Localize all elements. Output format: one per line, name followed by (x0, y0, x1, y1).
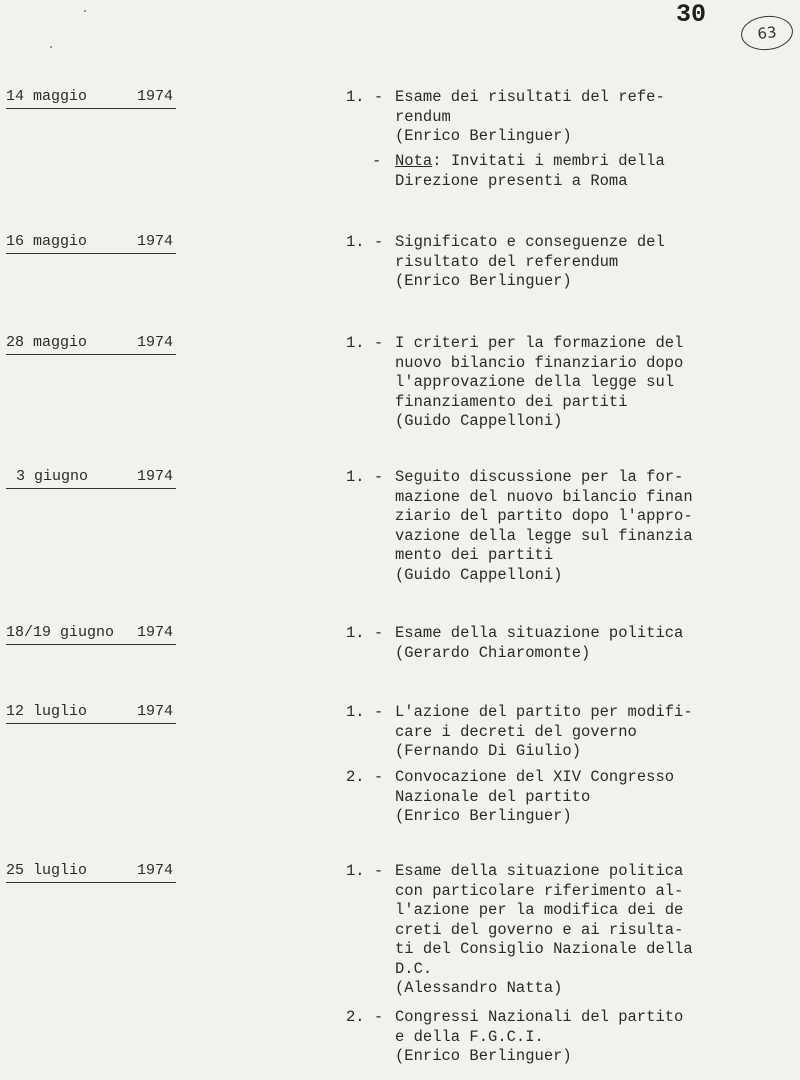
item-line: l'approvazione della legge sul (395, 373, 675, 391)
date-year: 1974 (137, 862, 174, 879)
item-line: con particolare riferimento al- (395, 881, 684, 900)
item-number: 2. - (346, 768, 384, 786)
meeting-date (6, 334, 176, 355)
item-number: 1. - (346, 88, 384, 106)
item-line: (Enrico Berlinguer) (395, 1047, 572, 1065)
date-day-month: 16 maggio (6, 233, 88, 250)
item-text (395, 703, 693, 762)
item-text (395, 768, 674, 827)
item-line: (Guido Cappelloni) (395, 412, 563, 430)
item-line: Direzione presenti a Roma (395, 171, 628, 190)
date-year: 1974 (137, 233, 174, 250)
item-line: Congressi Nazionali del partito (395, 1008, 684, 1026)
item-line: mento dei partiti (395, 546, 554, 564)
note-text (395, 152, 665, 191)
meeting-date (6, 233, 176, 254)
date-year: 1974 (137, 88, 174, 105)
item-line: (Fernando Di Giulio) (395, 742, 582, 760)
item-line: L'azione del partito per modifi- (395, 703, 693, 721)
meeting-date (6, 624, 176, 645)
item-line: e della F.G.C.I. (395, 1027, 544, 1046)
item-line: care i decreti del governo (395, 722, 637, 741)
date-year: 1974 (137, 468, 174, 485)
item-line: ziario del partito dopo l'appro- (395, 507, 693, 525)
item-line: Significato e conseguenze del (395, 233, 665, 251)
note-label: Nota (395, 152, 433, 170)
date-day-month: 28 maggio (6, 334, 88, 351)
note-rest: : Invitati i membri della (432, 152, 665, 170)
item-line: ti del Consiglio Nazionale della (395, 940, 693, 958)
meeting-date (6, 468, 176, 489)
item-line: Nazionale del partito (395, 787, 591, 806)
item-line: (Enrico Berlinguer) (395, 127, 572, 145)
item-line: Esame dei risultati del refe- (395, 88, 665, 106)
item-line: nuovo bilancio finanziario dopo (395, 353, 684, 372)
date-day-month: 18/19 giugno (6, 624, 115, 641)
page-number: 30 (676, 0, 707, 29)
item-line: (Gerardo Chiaromonte) (395, 643, 591, 662)
item-line: vazione della legge sul finanzia (395, 526, 693, 545)
item-line: D.C. (395, 959, 433, 978)
item-line: risultato del referendum (395, 252, 619, 271)
item-text (395, 468, 693, 585)
item-line: (Enrico Berlinguer) (395, 807, 572, 825)
item-line: rendum (395, 107, 451, 126)
item-line: creti del governo e ai risulta- (395, 920, 684, 939)
date-day-month: 14 maggio (6, 88, 88, 105)
meeting-date (6, 88, 176, 109)
date-year: 1974 (137, 334, 174, 351)
item-number: 2. - (346, 1008, 384, 1026)
date-day-month: 3 giugno (16, 468, 89, 485)
item-text (395, 233, 665, 292)
item-number: 1. - (346, 334, 384, 352)
archive-mark-text: 63 (756, 23, 778, 43)
item-text (395, 334, 683, 432)
item-line: (Enrico Berlinguer) (395, 272, 572, 290)
meeting-date (6, 862, 176, 883)
item-line: I criteri per la formazione del (395, 334, 684, 352)
note-dash: - (372, 152, 382, 170)
item-number: 1. - (346, 233, 384, 251)
paper-speck (50, 46, 52, 48)
item-number: 1. - (346, 468, 384, 486)
date-year: 1974 (137, 624, 174, 641)
date-day-month: 25 luglio (6, 862, 88, 879)
item-line: (Guido Cappelloni) (395, 565, 563, 584)
item-number: 1. - (346, 862, 384, 880)
item-line: l'azione per la modifica dei de (395, 901, 684, 919)
item-text (395, 624, 683, 663)
item-line: Esame della situazione politica (395, 862, 684, 880)
item-line: Convocazione del XIV Congresso (395, 768, 675, 786)
meeting-date (6, 703, 176, 724)
item-line: Esame della situazione politica (395, 624, 684, 642)
item-number: 1. - (346, 624, 384, 642)
item-number: 1. - (346, 703, 384, 721)
archive-circled-number (739, 13, 794, 52)
item-text (395, 1008, 683, 1067)
item-line: (Alessandro Natta) (395, 979, 563, 997)
date-day-month: 12 luglio (6, 703, 88, 720)
item-text (395, 88, 665, 147)
item-text (395, 862, 693, 999)
item-line: mazione del nuovo bilancio finan (395, 487, 693, 506)
date-year: 1974 (137, 703, 174, 720)
item-line: finanziamento dei partiti (395, 392, 628, 411)
item-line: Seguito discussione per la for- (395, 468, 684, 486)
paper-speck (84, 10, 86, 12)
